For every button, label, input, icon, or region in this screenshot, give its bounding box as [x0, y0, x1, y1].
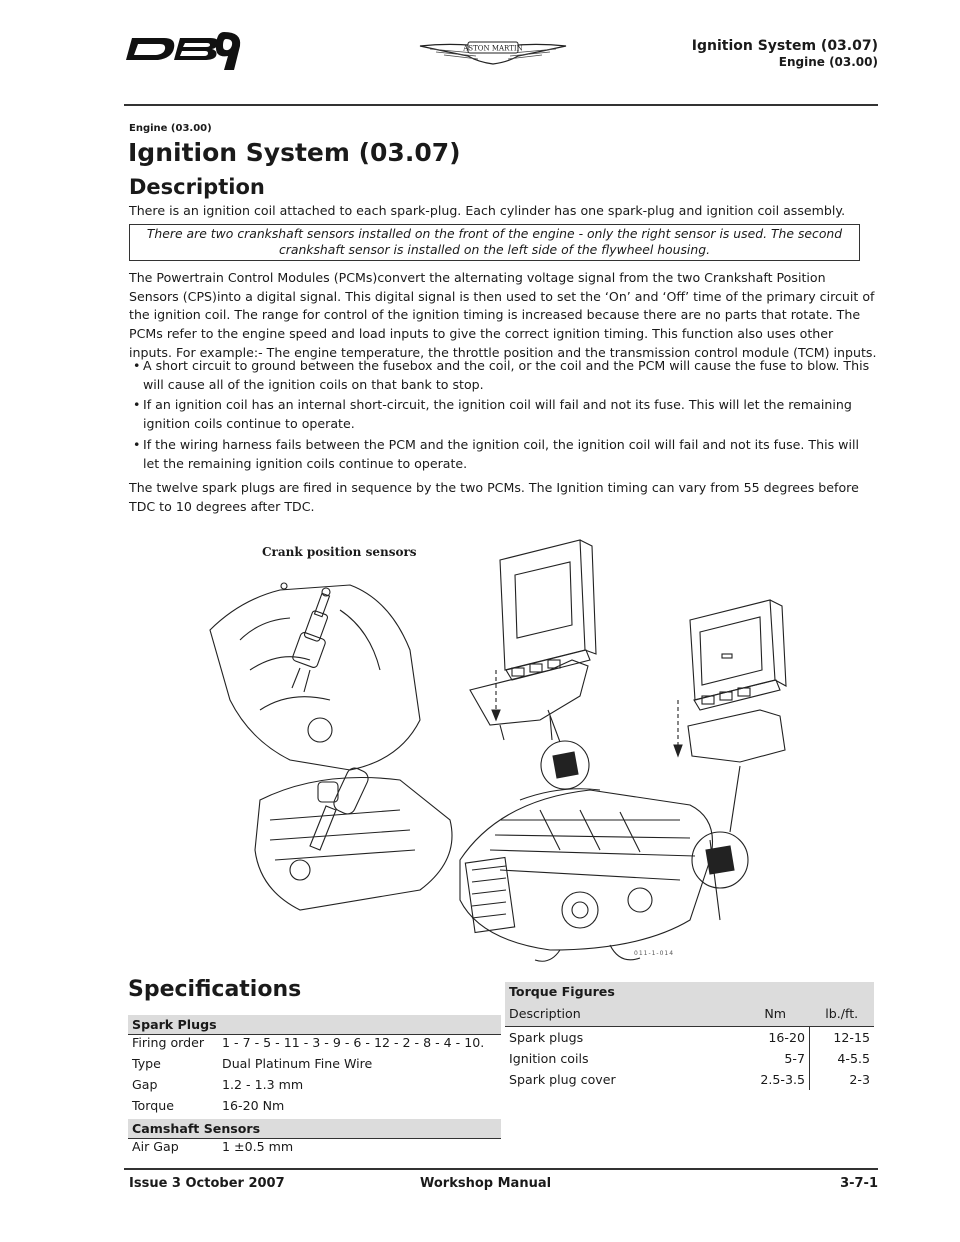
db9-logo	[124, 26, 242, 76]
list-item: • If the wiring harness fails between the PCM and the ignition coil, the ignition coil will fail and not its fuse. This will let the remaining ignition coils continue to operate.	[133, 436, 859, 471]
footer-rule	[124, 1168, 878, 1170]
footer-page-number: 3-7-1	[840, 1176, 878, 1191]
page-title: Ignition System (03.07)	[128, 138, 461, 167]
footer-manual: Workshop Manual	[420, 1176, 552, 1191]
aston-martin-logo-text: ASTON MARTIN	[463, 44, 523, 53]
ignition-components-illustration	[200, 520, 890, 970]
specifications-heading: Specifications	[128, 977, 302, 1002]
spark-plug-spec-table	[128, 1015, 501, 1160]
footer-issue: Issue 3 October 2007	[129, 1176, 285, 1191]
db9-logo-text: DB9	[124, 26, 127, 27]
section-tag: Engine (03.00)	[129, 123, 212, 134]
v12-engine-drawing	[460, 789, 720, 962]
spark-plug-head-drawing	[210, 583, 420, 770]
table-row: Type Dual Platinum Fine Wire	[132, 1056, 373, 1071]
pcm-module-1	[470, 540, 596, 740]
running-header-subtitle: Engine (03.00)	[778, 55, 878, 69]
list-item: • A short circuit to ground between the fusebox and the coil, or the coil and the PCM will cause the fuse to blow. This will cause all of the ignition coils on that bank to stop.	[133, 358, 870, 392]
figure-id: 011-1-014	[634, 950, 675, 957]
pcm-module-2	[674, 600, 786, 762]
table-row: Spark plugs 16-20 12-15	[505, 1027, 874, 1049]
figure-label: Crank position sensors	[262, 545, 417, 559]
table-row: Firing order 1 - 7 - 5 - 11 - 3 - 9 - 6 - 12 - 2 - 8 - 4 - 10.	[132, 1035, 485, 1050]
ignition-coil-drawing	[255, 766, 452, 910]
table-row: Spark plug cover 2.5-3.5 2-3	[505, 1069, 874, 1090]
crank-sensor-callout-2	[692, 766, 748, 888]
table-row: Air Gap 1 ±0.5 mm	[132, 1139, 294, 1154]
description-heading: Description	[129, 175, 265, 199]
crank-sensor-callout-1	[541, 710, 589, 789]
running-header-title: Ignition System (03.07)	[691, 38, 878, 54]
note-box: There are two crankshaft sensors installed on the front of the engine - only the right sensor is used. The second crankshaft sensor is installed on the left side of the flywheel housing.	[129, 224, 860, 261]
bullet-list	[129, 357, 879, 475]
aston-martin-wings-logo	[418, 34, 568, 76]
torque-figures-table	[505, 982, 874, 1090]
table-row: Gap 1.2 - 1.3 mm	[132, 1077, 304, 1092]
table-row: Torque 16-20 Nm	[132, 1098, 285, 1113]
description-paragraph-3: The twelve spark plugs are fired in sequence by the two PCMs. The Ignition timing can vary from 55 degrees before TDC to 10 degrees after TDC.	[129, 480, 859, 514]
running-header	[692, 38, 878, 70]
table-row: Ignition coils 5-7 4-5.5	[505, 1048, 874, 1069]
list-item: • If an ignition coil has an internal short-circuit, the ignition coil will fail and not its fuse. This will let the remaining ignition coils continue to operate.	[133, 397, 852, 432]
camshaft-sensors-heading: Camshaft Sensors	[128, 1119, 501, 1139]
torque-figures-heading: Torque Figures	[505, 982, 874, 1001]
description-paragraph-2: The Powertrain Control Modules (PCMs)convert the alternating voltage signal from the two Crankshaft Position Sensors (CPS)into a digital signal. This digital signal is then used to set the ‘On’ and ‘Off’ time of the primary circuit of the ignition coil. The range for control of the ignition timing is increased because there are no parts that rotate. The PCMs refer to the engine speed and load inputs to give the correct ignition timing. This function also uses other inputs. For example:- The engine temperature, the throttle position and the transmission control module (TCM) inputs.	[129, 270, 877, 360]
description-paragraph-1: There is an ignition coil attached to each spark-plug. Each cylinder has one spark-plug and ignition coil assembly.	[129, 203, 846, 218]
table-header-row: Description Nm lb./ft.	[505, 1001, 874, 1027]
header-rule	[124, 104, 878, 106]
spark-plugs-heading: Spark Plugs	[128, 1015, 501, 1035]
